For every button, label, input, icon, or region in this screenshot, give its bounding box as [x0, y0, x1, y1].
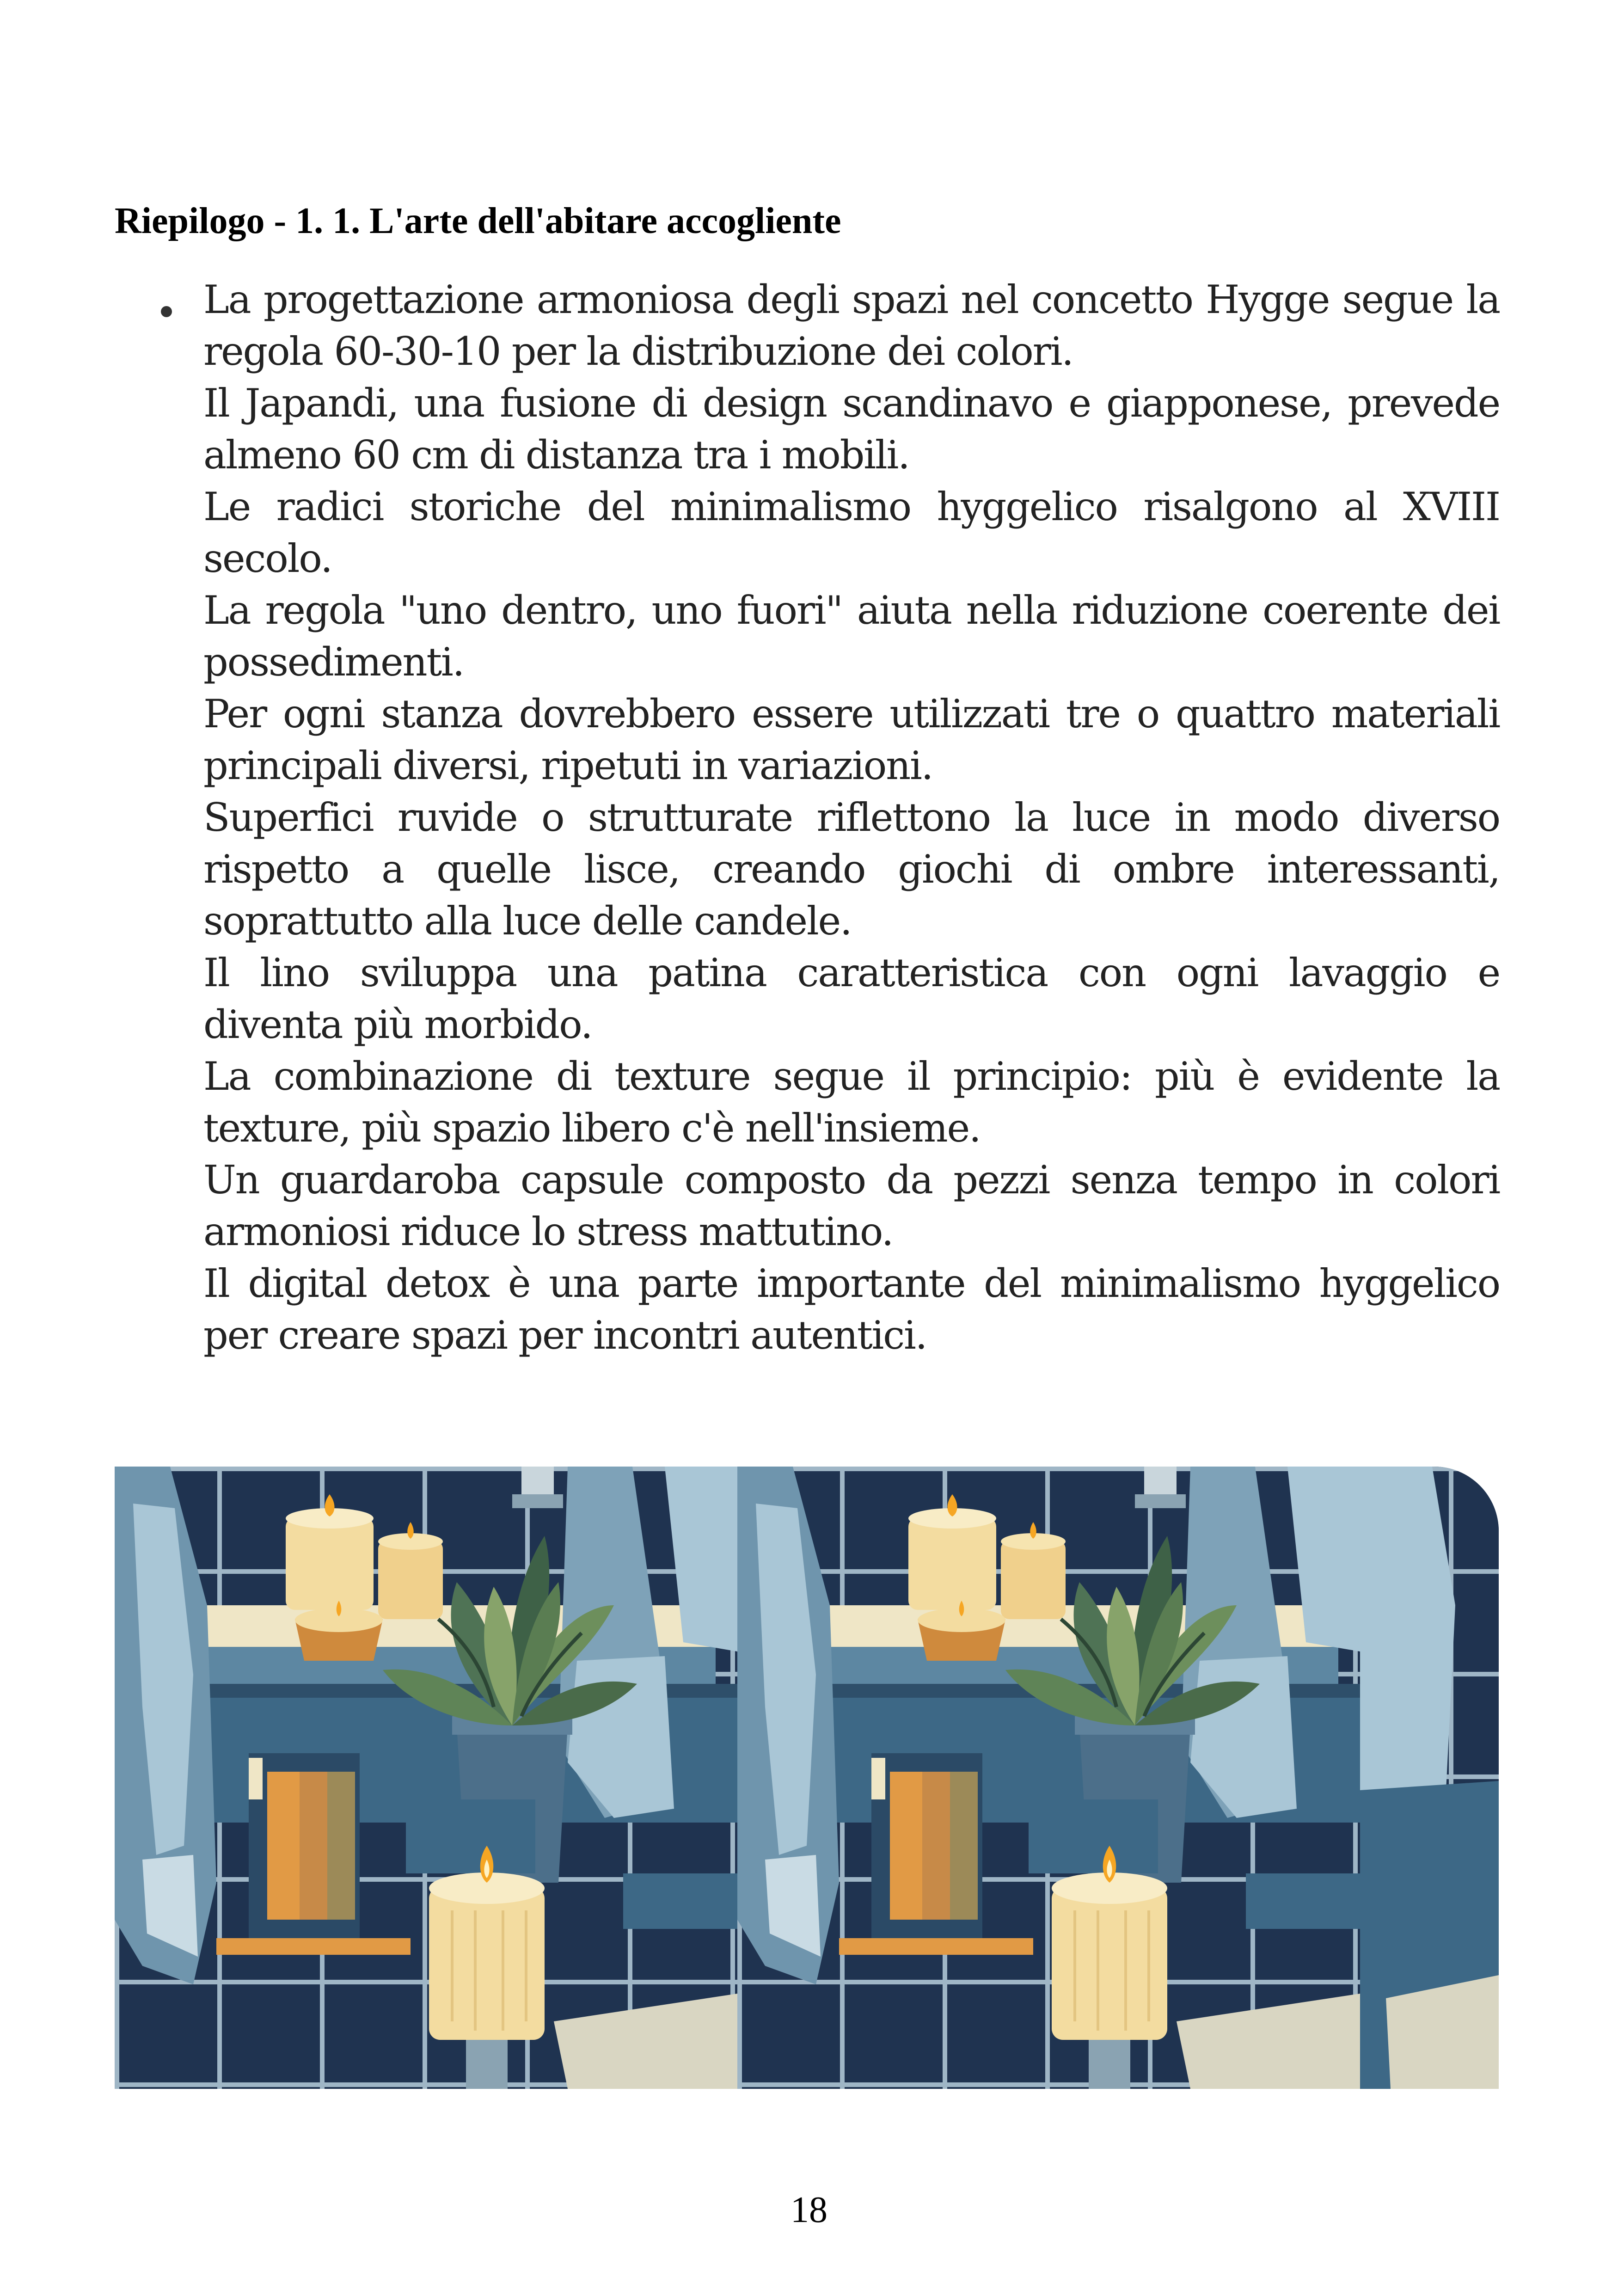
summary-line: Per ogni stanza dovrebbero essere utilizzati tre o quattro materiali: [203, 691, 1500, 737]
summary-line: Il Japandi, una fusione di design scandinavo e giapponese, prevede: [203, 381, 1500, 426]
summary-line: rispetto a quelle lisce, creando giochi di ombre interessanti,: [203, 847, 1500, 892]
summary-bullet-list: [115, 274, 1500, 1361]
summary-line: La combinazione di texture segue il principio: più è evidente la: [203, 1054, 1500, 1099]
summary-line: La regola "uno dentro, uno fuori" aiuta nella riduzione coerente dei: [203, 588, 1500, 633]
summary-line: texture, più spazio libero c'è nell'insieme.: [203, 1105, 981, 1151]
summary-line: per creare spazi per incontri autentici.: [203, 1313, 927, 1358]
summary-paragraph: [203, 274, 1500, 1361]
summary-line: Superfici ruvide o strutturate riflettono la luce in modo diverso: [203, 795, 1500, 840]
summary-line: Un guardaroba capsule composto da pezzi senza tempo in colori: [203, 1157, 1500, 1203]
summary-line: regola 60-30-10 per la distribuzione dei colori.: [203, 329, 1073, 374]
candles-plant-shelf-illustration: [115, 1467, 1499, 2089]
summary-line: possedimenti.: [203, 639, 464, 685]
summary-line: secolo.: [203, 536, 332, 581]
summary-heading: Riepilogo - 1. 1. L'arte dell'abitare accogliente: [115, 201, 841, 241]
summary-line: diventa più morbido.: [203, 1002, 592, 1047]
summary-line: La progettazione armoniosa degli spazi nel concetto Hygge segue la: [203, 277, 1500, 322]
summary-line: Il digital detox è una parte importante del minimalismo hyggelico: [203, 1261, 1500, 1306]
summary-line: armoniosi riduce lo stress mattutino.: [203, 1209, 893, 1254]
summary-bullet-item: [115, 274, 1500, 1361]
bullet-marker-icon: [161, 306, 172, 317]
summary-line: principali diversi, ripetuti in variazioni.: [203, 743, 933, 788]
summary-line: almeno 60 cm di distanza tra i mobili.: [203, 432, 909, 478]
summary-line: Il lino sviluppa una patina caratteristica con ogni lavaggio e: [203, 950, 1500, 995]
summary-line: soprattutto alla luce delle candele.: [203, 898, 852, 944]
summary-line: Le radici storiche del minimalismo hyggelico risalgono al XVIII: [203, 484, 1500, 529]
page-number: 18: [791, 2190, 827, 2230]
